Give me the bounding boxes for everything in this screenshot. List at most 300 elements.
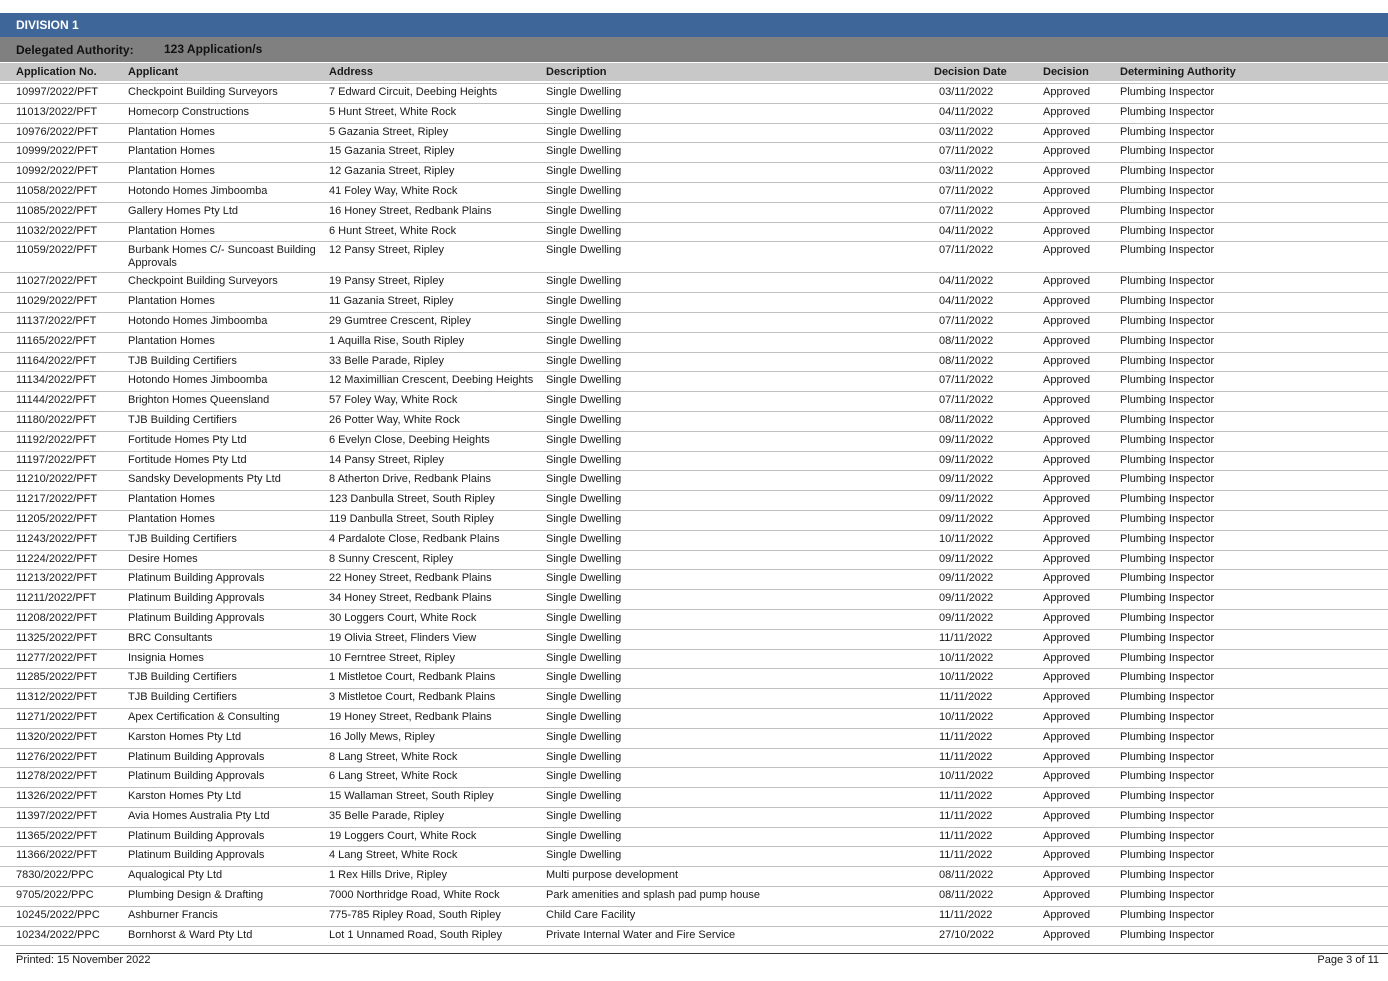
table-row (0, 432, 1388, 452)
table-row (0, 808, 1388, 828)
cell-description: Single Dwelling (546, 334, 622, 347)
table-row (0, 273, 1388, 293)
cell-decision-date: 04/11/2022 (939, 105, 994, 118)
cell-determining-authority: Plumbing Inspector (1120, 651, 1215, 664)
cell-applicant: Fortitude Homes Pty Ltd (128, 433, 247, 446)
cell-applicant: Brighton Homes Queensland (128, 394, 270, 407)
delegated-authority-bar (0, 37, 1388, 62)
cell-address: Lot 1 Unnamed Road, South Ripley (329, 928, 503, 941)
cell-applicant: Plantation Homes (128, 224, 215, 237)
cell-decision-date: 03/11/2022 (939, 125, 994, 138)
cell-decision: Approved (1043, 394, 1091, 407)
cell-decision: Approved (1043, 730, 1091, 743)
cell-determining-authority: Plumbing Inspector (1120, 908, 1215, 921)
cell-address: 33 Belle Parade, Ripley (329, 354, 444, 367)
cell-decision: Approved (1043, 889, 1091, 902)
cell-applicant: Karston Homes Pty Ltd (128, 730, 242, 743)
cell-decision: Approved (1043, 592, 1091, 605)
cell-decision-date: 11/11/2022 (939, 750, 993, 763)
cell-address: 6 Evelyn Close, Deebing Heights (329, 433, 490, 446)
cell-applicant: Platinum Building Approvals (128, 572, 265, 585)
cell-decision-date: 09/11/2022 (939, 512, 994, 525)
cell-determining-authority: Plumbing Inspector (1120, 224, 1215, 237)
cell-address: 34 Honey Street, Redbank Plains (329, 592, 492, 605)
table-row (0, 412, 1388, 432)
cell-decision-date: 10/11/2022 (939, 770, 994, 783)
cell-decision-date: 07/11/2022 (939, 244, 994, 257)
cell-application-no: 10234/2022/PPC (16, 928, 100, 941)
cell-application-no: 11213/2022/PFT (16, 572, 98, 585)
cell-determining-authority: Plumbing Inspector (1120, 125, 1215, 138)
cell-applicant: TJB Building Certifiers (128, 354, 237, 367)
cell-application-no: 11085/2022/PFT (16, 204, 98, 217)
cell-applicant: Insignia Homes (128, 651, 204, 664)
cell-applicant: Plantation Homes (128, 493, 215, 506)
cell-decision: Approved (1043, 86, 1091, 98)
table-row (0, 630, 1388, 650)
cell-decision: Approved (1043, 165, 1091, 178)
table-row (0, 907, 1388, 927)
cell-decision-date: 11/11/2022 (939, 908, 993, 921)
cell-description: Single Dwelling (546, 651, 622, 664)
cell-decision: Approved (1043, 224, 1091, 237)
cell-decision-date: 08/11/2022 (939, 334, 994, 347)
cell-application-no: 11208/2022/PFT (16, 611, 98, 624)
cell-application-no: 11165/2022/PFT (16, 334, 97, 347)
cell-application-no: 7830/2022/PPC (16, 869, 94, 882)
cell-decision: Approved (1043, 750, 1091, 763)
cell-applicant: Platinum Building Approvals (128, 592, 265, 605)
cell-description: Single Dwelling (546, 295, 622, 308)
cell-decision-date: 11/11/2022 (939, 829, 993, 842)
table-row (0, 828, 1388, 848)
delegated-authority-label: Delegated Authority: (16, 43, 134, 57)
table-row (0, 669, 1388, 689)
cell-decision: Approved (1043, 790, 1091, 803)
cell-determining-authority: Plumbing Inspector (1120, 493, 1215, 506)
application-table-body (0, 84, 1388, 946)
cell-address: 119 Danbulla Street, South Ripley (329, 512, 494, 525)
cell-address: 775-785 Ripley Road, South Ripley (329, 908, 501, 921)
cell-address: 1 Mistletoe Court, Redbank Plains (329, 671, 496, 684)
cell-description: Private Internal Water and Fire Service (546, 928, 736, 941)
cell-address: 11 Gazania Street, Ripley (329, 295, 454, 308)
header-application-no: Application No. (16, 66, 97, 78)
cell-description: Single Dwelling (546, 611, 622, 624)
cell-address: 12 Pansy Street, Ripley (329, 244, 444, 257)
cell-application-no: 11243/2022/PFT (16, 532, 98, 545)
header-decision-date: Decision Date (934, 66, 1007, 78)
cell-decision: Approved (1043, 334, 1091, 347)
table-row (0, 570, 1388, 590)
cell-description: Single Dwelling (546, 244, 622, 257)
cell-decision-date: 09/11/2022 (939, 433, 994, 446)
cell-description: Single Dwelling (546, 314, 622, 327)
table-row (0, 124, 1388, 144)
cell-description: Single Dwelling (546, 105, 622, 118)
table-row (0, 531, 1388, 551)
cell-description: Single Dwelling (546, 125, 622, 138)
table-row (0, 709, 1388, 729)
cell-decision-date: 11/11/2022 (939, 631, 993, 644)
cell-decision-date: 11/11/2022 (939, 790, 993, 803)
cell-determining-authority: Plumbing Inspector (1120, 809, 1215, 822)
cell-address: 26 Potter Way, White Rock (329, 413, 460, 426)
cell-determining-authority: Plumbing Inspector (1120, 314, 1215, 327)
cell-decision: Approved (1043, 691, 1091, 704)
cell-determining-authority: Plumbing Inspector (1120, 829, 1215, 842)
cell-application-no: 11192/2022/PFT (16, 433, 97, 446)
cell-description: Single Dwelling (546, 275, 622, 288)
cell-application-no: 11059/2022/PFT (16, 244, 98, 257)
cell-address: 19 Loggers Court, White Rock (329, 829, 477, 842)
table-row (0, 293, 1388, 313)
cell-applicant: Plantation Homes (128, 165, 215, 178)
cell-determining-authority: Plumbing Inspector (1120, 244, 1215, 257)
cell-description: Single Dwelling (546, 770, 622, 783)
cell-decision-date: 07/11/2022 (939, 374, 994, 387)
table-row (0, 452, 1388, 472)
cell-applicant: TJB Building Certifiers (128, 671, 237, 684)
cell-decision: Approved (1043, 314, 1091, 327)
cell-application-no: 11029/2022/PFT (16, 295, 98, 308)
cell-applicant: Platinum Building Approvals (128, 611, 265, 624)
cell-address: 1 Rex Hills Drive, Ripley (329, 869, 447, 882)
cell-determining-authority: Plumbing Inspector (1120, 394, 1215, 407)
cell-applicant: Platinum Building Approvals (128, 770, 265, 783)
cell-applicant: Checkpoint Building Surveyors (128, 86, 278, 98)
cell-decision: Approved (1043, 493, 1091, 506)
cell-address: 10 Ferntree Street, Ripley (329, 651, 455, 664)
cell-decision: Approved (1043, 671, 1091, 684)
cell-decision: Approved (1043, 770, 1091, 783)
cell-decision: Approved (1043, 552, 1091, 565)
cell-address: 7000 Northridge Road, White Rock (329, 889, 500, 902)
cell-application-no: 11164/2022/PFT (16, 354, 97, 367)
cell-description: Single Dwelling (546, 671, 622, 684)
cell-application-no: 11277/2022/PFT (16, 651, 98, 664)
cell-address: 19 Pansy Street, Ripley (329, 275, 444, 288)
cell-determining-authority: Plumbing Inspector (1120, 86, 1215, 98)
cell-application-no: 11144/2022/PFT (16, 394, 97, 407)
cell-applicant: Platinum Building Approvals (128, 750, 265, 763)
cell-decision-date: 09/11/2022 (939, 552, 994, 565)
header-address: Address (329, 66, 374, 78)
cell-application-no: 11276/2022/PFT (16, 750, 98, 763)
cell-decision: Approved (1043, 908, 1091, 921)
table-row (0, 333, 1388, 353)
cell-description: Single Dwelling (546, 750, 622, 763)
page-number: Page 3 of 11 (1317, 954, 1379, 966)
cell-decision-date: 04/11/2022 (939, 224, 994, 237)
cell-description: Single Dwelling (546, 512, 622, 525)
table-header (0, 63, 1388, 81)
cell-description: Single Dwelling (546, 790, 622, 803)
cell-determining-authority: Plumbing Inspector (1120, 334, 1215, 347)
cell-application-no: 11211/2022/PFT (16, 592, 97, 605)
cell-applicant: TJB Building Certifiers (128, 532, 237, 545)
cell-address: 14 Pansy Street, Ripley (329, 453, 444, 466)
cell-address: 30 Loggers Court, White Rock (329, 611, 477, 624)
cell-decision: Approved (1043, 849, 1091, 862)
cell-applicant: Sandsky Developments Pty Ltd (128, 473, 281, 486)
table-row (0, 104, 1388, 124)
cell-decision-date: 04/11/2022 (939, 275, 994, 288)
cell-description: Single Dwelling (546, 453, 622, 466)
cell-decision: Approved (1043, 928, 1091, 941)
table-row (0, 471, 1388, 491)
cell-application-no: 10992/2022/PFT (16, 165, 98, 178)
cell-determining-authority: Plumbing Inspector (1120, 572, 1215, 585)
cell-determining-authority: Plumbing Inspector (1120, 552, 1215, 565)
cell-address: 8 Atherton Drive, Redbank Plains (329, 473, 492, 486)
cell-determining-authority: Plumbing Inspector (1120, 671, 1215, 684)
table-row (0, 689, 1388, 709)
cell-address: 7 Edward Circuit, Deebing Heights (329, 86, 498, 98)
cell-determining-authority: Plumbing Inspector (1120, 374, 1215, 387)
cell-description: Single Dwelling (546, 849, 622, 862)
cell-decision-date: 09/11/2022 (939, 453, 994, 466)
cell-address: 16 Honey Street, Redbank Plains (329, 204, 492, 217)
cell-description: Multi purpose development (546, 869, 679, 882)
cell-determining-authority: Plumbing Inspector (1120, 433, 1215, 446)
cell-determining-authority: Plumbing Inspector (1120, 869, 1215, 882)
cell-applicant: Hotondo Homes Jimboomba (128, 184, 268, 197)
cell-applicant: Hotondo Homes Jimboomba (128, 314, 268, 327)
cell-address: 6 Lang Street, White Rock (329, 770, 458, 783)
cell-description: Single Dwelling (546, 86, 622, 98)
cell-address: 15 Gazania Street, Ripley (329, 145, 455, 158)
cell-decision-date: 08/11/2022 (939, 354, 994, 367)
cell-determining-authority: Plumbing Inspector (1120, 473, 1215, 486)
cell-decision-date: 10/11/2022 (939, 651, 994, 664)
cell-application-no: 11197/2022/PFT (16, 453, 97, 466)
cell-decision: Approved (1043, 453, 1091, 466)
cell-applicant: Plumbing Design & Drafting (128, 889, 264, 902)
table-row (0, 163, 1388, 183)
table-row (0, 143, 1388, 163)
cell-address: 15 Wallaman Street, South Ripley (329, 790, 494, 803)
cell-description: Single Dwelling (546, 224, 622, 237)
cell-decision-date: 03/11/2022 (939, 86, 994, 98)
cell-applicant: Plantation Homes (128, 512, 215, 525)
cell-application-no: 11210/2022/PFT (16, 473, 98, 486)
cell-determining-authority: Plumbing Inspector (1120, 631, 1215, 644)
cell-decision-date: 08/11/2022 (939, 413, 994, 426)
cell-description: Single Dwelling (546, 413, 622, 426)
cell-decision: Approved (1043, 809, 1091, 822)
cell-application-no: 11278/2022/PFT (16, 770, 98, 783)
cell-decision: Approved (1043, 710, 1091, 723)
cell-description: Single Dwelling (546, 631, 622, 644)
cell-description: Single Dwelling (546, 730, 622, 743)
cell-applicant: Homecorp Constructions (128, 105, 250, 118)
cell-decision-date: 11/11/2022 (939, 809, 993, 822)
cell-determining-authority: Plumbing Inspector (1120, 849, 1215, 862)
table-row (0, 729, 1388, 749)
cell-decision-date: 08/11/2022 (939, 889, 994, 902)
cell-applicant: Karston Homes Pty Ltd (128, 790, 242, 803)
cell-decision-date: 11/11/2022 (939, 849, 993, 862)
cell-description: Single Dwelling (546, 493, 622, 506)
cell-address: 35 Belle Parade, Ripley (329, 809, 444, 822)
cell-application-no: 11224/2022/PFT (16, 552, 98, 565)
cell-applicant: Platinum Building Approvals (128, 829, 265, 842)
cell-applicant: Fortitude Homes Pty Ltd (128, 453, 247, 466)
cell-application-no: 11058/2022/PFT (16, 184, 98, 197)
cell-description: Single Dwelling (546, 552, 622, 565)
cell-decision-date: 10/11/2022 (939, 710, 994, 723)
cell-decision: Approved (1043, 275, 1091, 288)
header-applicant: Applicant (128, 66, 179, 78)
table-row (0, 749, 1388, 769)
cell-decision-date: 11/11/2022 (939, 730, 993, 743)
cell-decision-date: 08/11/2022 (939, 869, 994, 882)
cell-address: 29 Gumtree Crescent, Ripley (329, 314, 471, 327)
cell-applicant: TJB Building Certifiers (128, 691, 237, 704)
cell-description: Single Dwelling (546, 572, 622, 585)
cell-description: Park amenities and splash pad pump house (546, 889, 761, 902)
cell-applicant: Plantation Homes (128, 334, 215, 347)
cell-applicant: BRC Consultants (128, 631, 213, 644)
table-row (0, 788, 1388, 808)
cell-determining-authority: Plumbing Inspector (1120, 512, 1215, 525)
cell-address: 19 Honey Street, Redbank Plains (329, 710, 492, 723)
cell-applicant: Desire Homes (128, 552, 198, 565)
table-row (0, 183, 1388, 203)
cell-decision: Approved (1043, 374, 1091, 387)
cell-application-no: 11366/2022/PFT (16, 849, 98, 862)
cell-decision: Approved (1043, 295, 1091, 308)
cell-application-no: 11134/2022/PFT (16, 374, 97, 387)
cell-application-no: 11013/2022/PFT (16, 105, 98, 118)
cell-application-no: 11365/2022/PFT (16, 829, 98, 842)
cell-applicant: Hotondo Homes Jimboomba (128, 374, 268, 387)
cell-address: 19 Olivia Street, Flinders View (329, 631, 477, 644)
cell-application-no: 11180/2022/PFT (16, 413, 97, 426)
cell-address: 12 Maximillian Crescent, Deebing Heights (329, 374, 534, 387)
cell-determining-authority: Plumbing Inspector (1120, 691, 1215, 704)
table-row (0, 223, 1388, 243)
cell-application-no: 9705/2022/PPC (16, 889, 94, 902)
cell-determining-authority: Plumbing Inspector (1120, 790, 1215, 803)
cell-address: 4 Lang Street, White Rock (329, 849, 458, 862)
cell-decision: Approved (1043, 651, 1091, 664)
cell-description: Single Dwelling (546, 165, 622, 178)
cell-applicant: Avia Homes Australia Pty Ltd (128, 809, 270, 822)
cell-description: Single Dwelling (546, 691, 622, 704)
cell-determining-authority: Plumbing Inspector (1120, 592, 1215, 605)
cell-address: 8 Lang Street, White Rock (329, 750, 458, 763)
printed-date: Printed: 15 November 2022 (16, 954, 151, 966)
cell-determining-authority: Plumbing Inspector (1120, 204, 1215, 217)
cell-applicant: Apex Certification & Consulting (128, 710, 280, 723)
cell-decision: Approved (1043, 433, 1091, 446)
table-row (0, 392, 1388, 412)
cell-application-no: 11205/2022/PFT (16, 512, 98, 525)
cell-decision: Approved (1043, 105, 1091, 118)
cell-application-no: 11137/2022/PFT (16, 314, 97, 327)
cell-determining-authority: Plumbing Inspector (1120, 710, 1215, 723)
cell-applicant: Checkpoint Building Surveyors (128, 275, 278, 288)
header-description: Description (546, 66, 607, 78)
cell-address: 8 Sunny Crescent, Ripley (329, 552, 454, 565)
header-determining-authority: Determining Authority (1120, 66, 1236, 78)
cell-decision: Approved (1043, 413, 1091, 426)
cell-address: 6 Hunt Street, White Rock (329, 224, 457, 237)
cell-application-no: 11027/2022/PFT (16, 275, 98, 288)
cell-address: 22 Honey Street, Redbank Plains (329, 572, 492, 585)
cell-decision-date: 11/11/2022 (939, 691, 993, 704)
cell-application-no: 11217/2022/PFT (16, 493, 98, 506)
cell-determining-authority: Plumbing Inspector (1120, 611, 1215, 624)
cell-description: Single Dwelling (546, 473, 622, 486)
cell-applicant: Aqualogical Pty Ltd (128, 869, 223, 882)
cell-application-no: 11320/2022/PFT (16, 730, 98, 743)
cell-determining-authority: Plumbing Inspector (1120, 928, 1215, 941)
cell-decision: Approved (1043, 631, 1091, 644)
cell-description: Single Dwelling (546, 532, 622, 545)
cell-decision-date: 04/11/2022 (939, 295, 994, 308)
cell-decision-date: 09/11/2022 (939, 473, 994, 486)
table-row (0, 847, 1388, 867)
cell-description: Single Dwelling (546, 710, 622, 723)
cell-decision: Approved (1043, 354, 1091, 367)
cell-decision-date: 09/11/2022 (939, 611, 994, 624)
cell-determining-authority: Plumbing Inspector (1120, 145, 1215, 158)
cell-determining-authority: Plumbing Inspector (1120, 730, 1215, 743)
cell-decision-date: 07/11/2022 (939, 184, 994, 197)
cell-address: 5 Gazania Street, Ripley (329, 125, 449, 138)
cell-determining-authority: Plumbing Inspector (1120, 295, 1215, 308)
cell-address: 3 Mistletoe Court, Redbank Plains (329, 691, 496, 704)
cell-application-no: 11032/2022/PFT (16, 224, 98, 237)
table-row (0, 353, 1388, 373)
cell-decision-date: 09/11/2022 (939, 493, 994, 506)
cell-address: 123 Danbulla Street, South Ripley (329, 493, 495, 506)
cell-applicant: Platinum Building Approvals (128, 849, 265, 862)
cell-application-no: 11312/2022/PFT (16, 691, 98, 704)
cell-address: 1 Aquilla Rise, South Ripley (329, 334, 465, 347)
cell-address: 41 Foley Way, White Rock (329, 184, 458, 197)
division-header (0, 13, 1388, 37)
cell-description: Single Dwelling (546, 394, 622, 407)
cell-address: 16 Jolly Mews, Ripley (329, 730, 435, 743)
cell-description: Single Dwelling (546, 354, 622, 367)
table-row (0, 887, 1388, 907)
table-row (0, 491, 1388, 511)
cell-decision-date: 07/11/2022 (939, 394, 994, 407)
cell-address: 4 Pardalote Close, Redbank Plains (329, 532, 500, 545)
cell-decision-date: 09/11/2022 (939, 572, 994, 585)
cell-application-no: 11397/2022/PFT (16, 809, 98, 822)
cell-decision-date: 10/11/2022 (939, 532, 994, 545)
cell-applicant: Ashburner Francis (128, 908, 218, 921)
cell-determining-authority: Plumbing Inspector (1120, 184, 1215, 197)
cell-description: Child Care Facility (546, 908, 636, 921)
cell-determining-authority: Plumbing Inspector (1120, 532, 1215, 545)
table-row (0, 590, 1388, 610)
cell-description: Single Dwelling (546, 592, 622, 605)
cell-decision: Approved (1043, 473, 1091, 486)
cell-description: Single Dwelling (546, 809, 622, 822)
table-row (0, 551, 1388, 571)
cell-decision: Approved (1043, 572, 1091, 585)
cell-decision: Approved (1043, 869, 1091, 882)
cell-decision-date: 07/11/2022 (939, 204, 994, 217)
cell-application-no: 11271/2022/PFT (16, 710, 98, 723)
cell-application-no: 11326/2022/PFT (16, 790, 98, 803)
